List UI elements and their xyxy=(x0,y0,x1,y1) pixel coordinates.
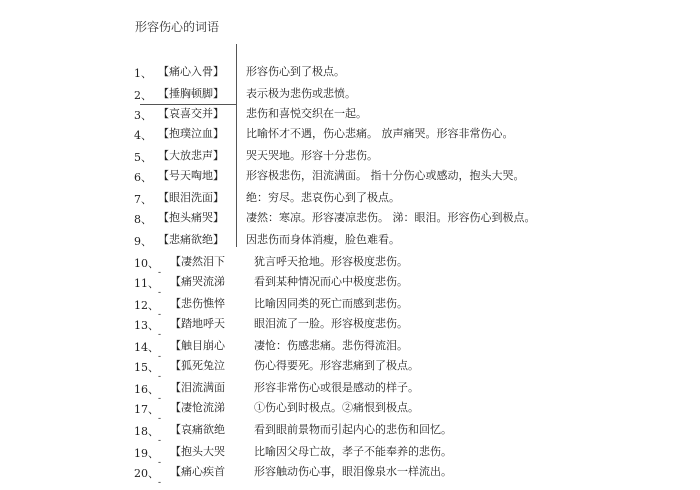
idiom-term: 【抱头大哭 xyxy=(170,445,225,458)
idiom-definition: 看到眼前景物而引起内心的悲伤和回忆。 xyxy=(254,423,452,436)
item-number: 7、 xyxy=(134,193,152,206)
list-item xyxy=(0,190,700,211)
idiom-term: 【凄然泪下 xyxy=(170,255,225,268)
list-item xyxy=(0,86,700,107)
item-number: 14、 xyxy=(134,341,159,354)
idiom-term: 【悲痛欲绝】 xyxy=(158,233,224,246)
item-number: 12、 xyxy=(134,299,159,312)
idiom-definition: 悲伤和喜悦交织在一起。 xyxy=(246,107,367,120)
idiom-definition: 绝：穷尽。悲哀伤心到了极点。 xyxy=(246,191,400,204)
list-item xyxy=(0,464,700,488)
item-number: 5、 xyxy=(134,151,152,164)
item-number: 1、 xyxy=(134,67,152,80)
row-marker: - xyxy=(158,268,162,278)
list-item xyxy=(0,444,700,468)
idiom-definition: 形容伤心到了极点。 xyxy=(246,65,345,78)
idiom-definition: 哭天哭地。形容十分悲伤。 xyxy=(246,149,378,162)
idiom-term: 【凄怆流涕 xyxy=(170,401,225,414)
item-number: 6、 xyxy=(134,171,152,184)
idiom-definition: 看到某种情况而心中极度悲伤。 xyxy=(254,275,408,288)
row-marker: - xyxy=(158,288,162,298)
idiom-definition: 伤心得要死。形容悲痛到了极点。 xyxy=(254,359,419,372)
item-number: 11、 xyxy=(134,277,159,290)
list-item xyxy=(0,316,700,340)
row-marker: - xyxy=(158,436,162,446)
list-item xyxy=(0,422,700,446)
idiom-definition: 凄然：寒凉。形容凄凉悲伤。 涕：眼泪。形容伤心到极点。 xyxy=(246,211,536,224)
row-marker: - xyxy=(158,310,162,320)
row-marker: - xyxy=(158,352,162,362)
idiom-term: 【痛心入骨】 xyxy=(158,65,224,78)
idiom-definition: 形容非常伤心或很是感动的样子。 xyxy=(254,381,419,394)
idiom-definition: ①伤心到时极点。②痛恨到极点。 xyxy=(254,401,419,414)
idiom-term: 【抱璞泣血】 xyxy=(158,127,224,140)
idiom-term: 【悲伤憔悴 xyxy=(170,297,225,310)
list-item xyxy=(0,338,700,362)
list-item xyxy=(0,64,700,85)
item-number: 18、 xyxy=(134,425,159,438)
list-item xyxy=(0,210,700,231)
list-item xyxy=(0,358,700,382)
idiom-term: 【痛哭流涕 xyxy=(170,275,225,288)
idiom-definition: 犹言呼天抢地。形容极度悲伤。 xyxy=(254,255,408,268)
list-item xyxy=(0,126,700,147)
idiom-definition: 凄怆：伤感悲痛。悲伤得流泪。 xyxy=(254,339,408,352)
item-number: 20、 xyxy=(134,467,159,480)
idiom-term: 【狐死兔泣 xyxy=(170,359,225,372)
row-marker: - xyxy=(158,330,162,340)
idiom-definition: 比喻因同类的死亡而感到悲伤。 xyxy=(254,297,408,310)
list-item xyxy=(0,232,700,253)
list-item xyxy=(0,168,700,189)
document-title: 形容伤心的词语 xyxy=(135,20,220,34)
idiom-term: 【捶胸顿脚】 xyxy=(158,87,224,100)
list-item xyxy=(0,380,700,404)
idiom-definition: 眼泪流了一脸。形容极度悲伤。 xyxy=(254,317,408,330)
list-item xyxy=(0,106,700,127)
idiom-definition: 形容极悲伤，泪流满面。 指十分伤心或感动，抱头大哭。 xyxy=(246,169,525,182)
list-item xyxy=(0,296,700,320)
idiom-definition: 比喻怀才不遇，伤心悲痛。 放声痛哭。形容非常伤心。 xyxy=(246,127,514,140)
idiom-term: 【触目崩心 xyxy=(170,339,225,352)
idiom-term: 【踏地呼天 xyxy=(170,317,225,330)
idiom-term: 【眼泪洗面】 xyxy=(158,191,224,204)
item-number: 13、 xyxy=(134,319,159,332)
list-item xyxy=(0,274,700,298)
idiom-definition: 比喻因父母亡故，孝子不能奉养的悲伤。 xyxy=(254,445,452,458)
item-number: 8、 xyxy=(134,213,152,226)
idiom-term: 【泪流满面 xyxy=(170,381,225,394)
list-item xyxy=(0,254,700,278)
idiom-term: 【哀喜交并】 xyxy=(158,107,224,120)
item-number: 16、 xyxy=(134,383,159,396)
item-number: 3、 xyxy=(134,109,152,122)
row-marker: - xyxy=(158,458,162,468)
idiom-term: 【痛心疾首 xyxy=(170,465,225,478)
item-number: 9、 xyxy=(134,235,152,248)
item-number: 10、 xyxy=(134,257,159,270)
idiom-definition: 因悲伤而身体消瘦，脸色难看。 xyxy=(246,233,400,246)
idiom-term: 【号天啕地】 xyxy=(158,169,224,182)
item-number: 19、 xyxy=(134,447,159,460)
row-marker: - xyxy=(158,414,162,424)
item-number: 17、 xyxy=(134,403,159,416)
item-number: 15、 xyxy=(134,361,159,374)
item-number: 4、 xyxy=(134,129,152,142)
idiom-term: 【哀痛欲绝 xyxy=(170,423,225,436)
list-item xyxy=(0,400,700,424)
idiom-term: 【抱头痛哭】 xyxy=(158,211,224,224)
row-marker: - xyxy=(158,394,162,404)
list-item xyxy=(0,148,700,169)
idiom-definition: 形容触动伤心事，眼泪像泉水一样流出。 xyxy=(254,465,452,478)
item-number: 2、 xyxy=(134,89,152,102)
row-marker: - xyxy=(158,478,162,488)
idiom-definition: 表示极为悲伤或悲愤。 xyxy=(246,87,356,100)
idiom-term: 【大放悲声】 xyxy=(158,149,224,162)
row-marker: - xyxy=(158,372,162,382)
